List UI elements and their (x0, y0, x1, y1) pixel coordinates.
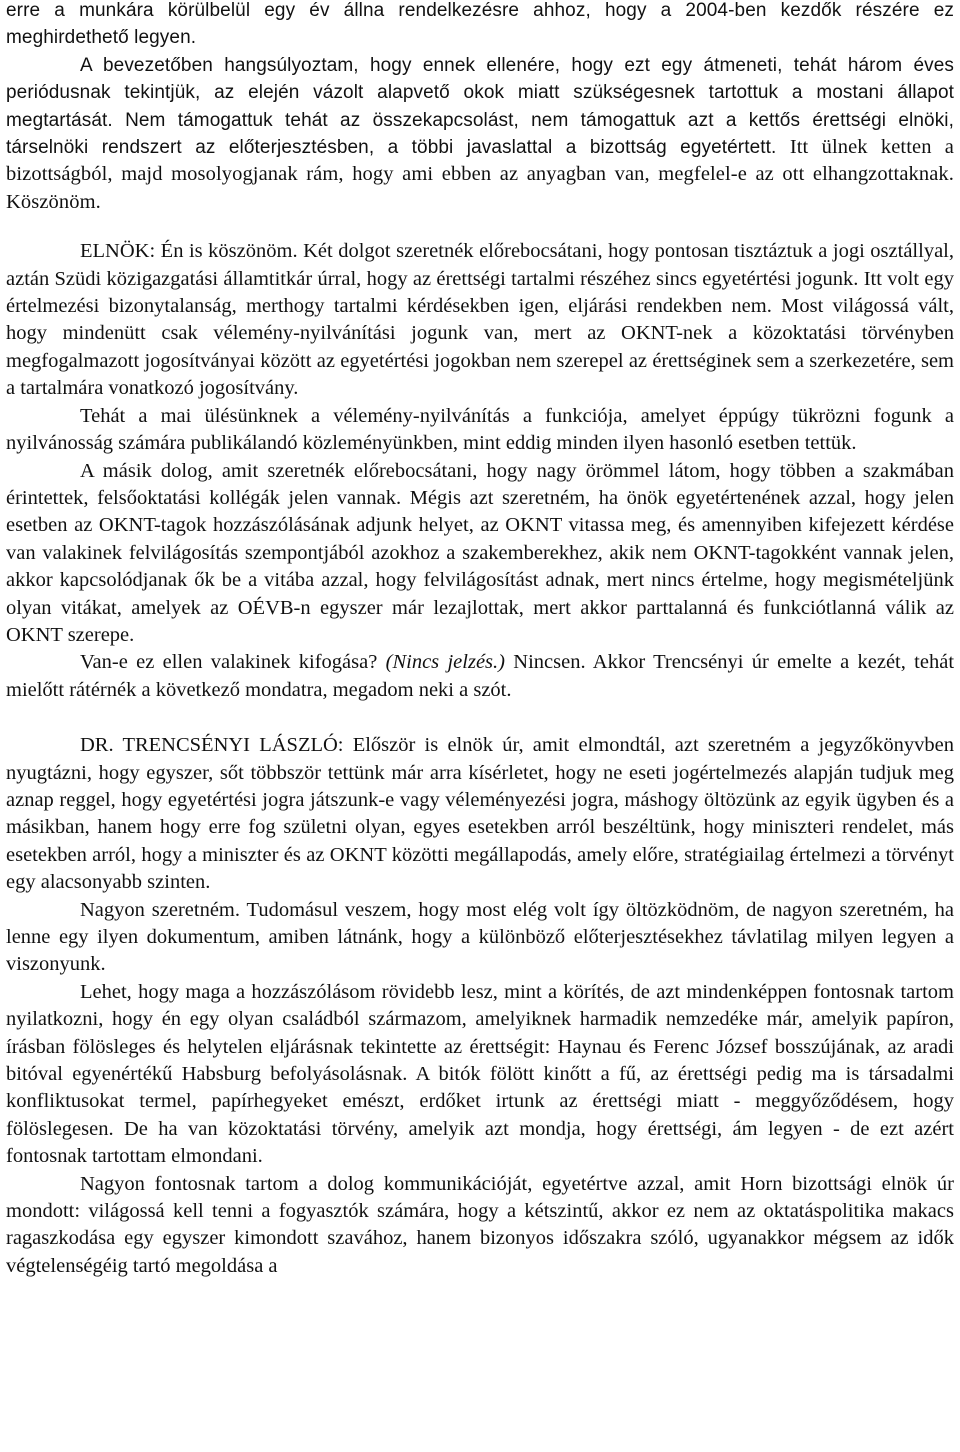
paragraph-continuation (6, 0, 954, 52)
paragraph-chair-procedure (6, 458, 954, 650)
stage-direction: (Nincs jelzés.) (385, 651, 505, 674)
paragraph-text: Lehet, hogy maga a hozzászólásom rövidebb lesz, mint a körítés, de azt mindenképpen fontosnak tartom nyilatkozni, hogy én egy olyan családból származom, amelyiknek harmadik nemzedéke már, amelyik papíron, írásban fölösleges és helytelen eljárásnak tekintette az érettségit: Haynau és Ferenc József bosszújának, az aradi bitóval egyenértékű Habsburg befolyásolásnak. A bitók fölött kinőtt a fű, az érettségi pedig ma is társadalmi konfliktusokat termel, papírhegyeket emészt, erdőket irtunk az érettségi miatt - meggyőződésem, hogy fölöslegesen. De ha van közoktatási törvény, amelyik azt mondja, hogy érettségi, ám legyen - de ezt azért fontosnak tartottam elmondani. (6, 980, 954, 1168)
paragraph-text: Van-e ez ellen valakinek kifogása? (80, 651, 386, 674)
paragraph-text: Két dolgot szeretnék előrebocsátani, hogy pontosan tisztáztuk a jogi osztállyal, aztán Szüdi közigazgatási államtitkár úrral, hogy az érettségi tartalmi részéhez sincs egyetértési jogunk. Itt volt egy értelmezési bizonytalanság, merthogy tartalmi kérdésekben igen, eljárási rendekben nem. Most világossá vált, hogy mindenütt csak vélemény-nyilvánítási jogunk van, mert az OKNT-nek a közoktatási törvényben megfogalmazott jogosítványai között az egyetértési jogokban nem szerepel az érettséginek sem a szerkezetére, sem a tartalmára vonatkozó jogosítvány. (6, 240, 954, 400)
paragraph-text: Tehát a mai ülésünknek a vélemény-nyilvánítás a funkciója, amelyet éppúgy tükrözni fogunk a nyilvánosság számára publikálandó közleményünkben, mint eddig minden ilyen hasonló esetben tettük. (6, 404, 954, 455)
paragraph-text: Először is elnök úr, amit elmondtál, azt szeretném a jegyzőkönyvben nyugtázni, hogy egyszer, sőt többször tettünk már arra kísérletet, hogy ne eseti jogértelmezés alapján tudjuk meg aznap reggel, hogy egyetértési jogra játszunk-e vagy véleményezési jogra, máshogy öltözünk az egyik ügyben és a másikban, hanem hogy erre fog születni olyan, egyes esetekben arról beszéltünk, hogy miniszteri rendelet, más esetekben arról, hogy a miniszter és az OKNT közötti megállapodás, amely előre, stratégiailag értelmezi a törvényt egy alacsonyabb szinten. (6, 734, 954, 894)
paragraph-text: erre a munkára körülbelül egy év állna rendelkezésre ahhoz, hogy a 2004-ben kezdők részére ez meghirdethető legyen. (6, 0, 954, 49)
paragraph-text: Nagyon fontosnak tartom a dolog kommunikációját, egyetértve azzal, amit Horn bizottsági elnök úr mondott: világossá kell tenni a fogyasztók számára, hogy a kétszintű, akkor ez nem az oktatáspolitika makacs ragaszkodása egy egyszer kimondott szavához, hanem bizonyos időszakra szóló, ugyanakkor mégsem az idők végtelenségéig tartó megoldása a (6, 1172, 954, 1277)
paragraph-text: A bevezetőben hangsúlyoztam, hogy ennek ellenére, hogy ezt egy átmeneti, tehát három éves periódusnak tekintjük, az elején vázolt alapvető okok miatt szükségesnek tartottuk a mostani állapot megtartását. Nem támogattuk tehát az összekapcsolást, nem támogattuk azt a kettős érettségi elnöki, társelnöki rendszert az előterjesztésben, a többi javaslattal a bizottság egyetértett. (6, 54, 954, 159)
paragraph-trencsenyi-statement (6, 732, 954, 896)
paragraph-trencsenyi-wish (6, 897, 954, 979)
paragraph-chair-function (6, 403, 954, 458)
paragraph-text: Nincsen. Akkor Trencsényi úr emelte a kezét, tehát mielőtt rátérnék a következő mondatra, megadom neki a szót. (6, 651, 955, 701)
paragraph-text: A másik dolog, amit szeretnék előrebocsátani, hogy nagy örömmel látom, hogy többen a szakmában érintettek, felsőoktatási kollégák jelen vannak. Mégis azt szeretném, ha önök egyetértenének azzal, hogy jelen esetben az OKNT-tagok hozzászólásának adjunk helyet, az OKNT vitassa meg, és amennyiben kifejezett kérdése van valakinek felvilágosítás szempontjából azokhoz a szakemberekhez, akik nem OKNT-tagokként vannak jelen, akkor kapcsolódjanak ők be a vitába azzal, hogy felvilágosítást adnak, mert nincs értelme, hogy megismételjünk olyan vitákat, amelyek az OÉVB-n egyszer már lezajlottak, mert akkor parttalanná és funkciótlanná válik az OKNT szerepe. (6, 459, 954, 646)
paragraph-chair-objection (6, 649, 954, 704)
speaker-label: DR. TRENCSÉNYI LÁSZLÓ: (80, 734, 344, 757)
paragraph-trencsenyi-communication (6, 1171, 954, 1281)
paragraph-text-serif: Itt ülnek ketten a bizottságból, majd mosolyogjanak rám, hogy ami ebben az anyagban van, megfelel-e az ott elhangzottaknak. Köszönöm. (6, 136, 955, 213)
speaker-label: ELNÖK: Én is köszönöm. (80, 240, 298, 263)
paragraph-trencsenyi-family (6, 979, 954, 1171)
paragraph-text: Nagyon szeretném. Tudomásul veszem, hogy most elég volt így öltözködnöm, de nagyon szeretném, ha lenne egy ilyen dokumentum, amiben látnánk, hogy a különböző előterjesztésekhez távlatilag milyen legyen a viszonyunk. (6, 898, 954, 976)
paragraph-chair-statement (6, 238, 954, 402)
paragraph-rapporteur-closing (6, 52, 954, 216)
